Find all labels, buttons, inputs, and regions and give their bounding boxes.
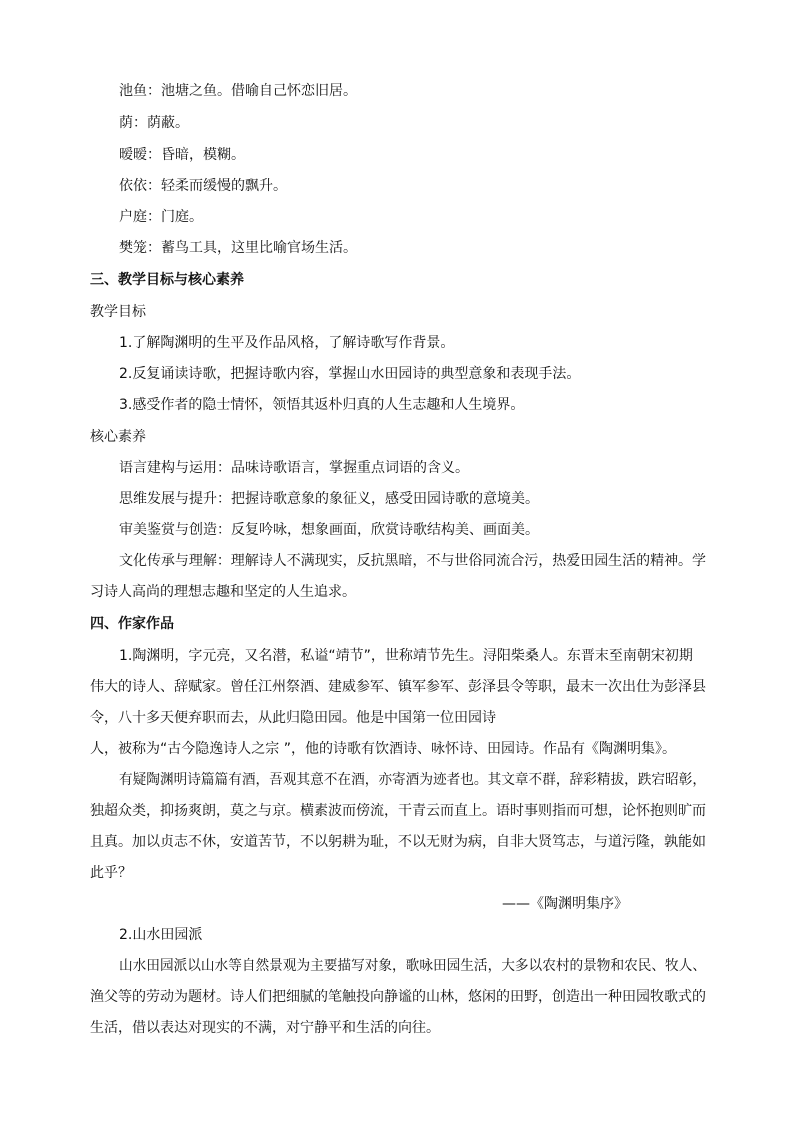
paragraph-line: 渔父等的劳动为题材。诗人们把细腻的笔触投向静谧的山林，悠闲的田野，创造出一种田园牧歌式的 — [90, 989, 706, 1005]
paragraph-line: 令，八十多天便弃职而去，从此归隐田园。他是中国第一位田园诗 — [90, 710, 496, 726]
section-heading: 四、作家作品 — [90, 616, 174, 632]
vocab-item: 樊笼：蓄鸟工具，这里比喻官场生活。 — [119, 240, 357, 256]
vocab-item: 暧暧：昏暗，模糊。 — [119, 147, 245, 163]
vocab-item: 户庭：门庭。 — [119, 209, 203, 225]
goal-item: 1.了解陶渊明的生平及作品风格，了解诗歌写作背景。 — [119, 335, 455, 351]
vocab-item: 荫：荫蔽。 — [119, 115, 189, 131]
paragraph-line: 山水田园派以山水等自然景观为主要描写对象，歌咏田园生活，大多以农村的景物和农民、牧人、 — [119, 958, 707, 974]
quote-source: ——《陶渊明集序》 — [502, 896, 628, 912]
paragraph-line: 伟大的诗人、辞赋家。曾任江州祭酒、建威参军、镇军参军、彭泽县令等职，最末一次出仕为彭泽县 — [90, 679, 706, 695]
vocab-item: 依依：轻柔而缓慢的飘升。 — [119, 178, 287, 194]
subsection-title: 教学目标 — [90, 304, 146, 320]
core-item: 文化传承与理解：理解诗人不满现实，反抗黑暗，不与世俗同流合污，热爱田园生活的精神。学 — [119, 553, 707, 569]
core-item: 习诗人高尚的理想志趣和坚定的人生追求。 — [90, 584, 356, 600]
goal-item: 3.感受作者的隐士情怀，领悟其返朴归真的人生志趣和人生境界。 — [119, 397, 525, 413]
quote-line: 此乎？ — [90, 865, 132, 881]
paragraph-line: 1.陶渊明，字元亮，又名潜，私谥“靖节”，世称靖节先生。浔阳柴桑人。东晋末至南朝宋初期 — [119, 648, 693, 664]
paragraph-line: 人，被称为“古今隐逸诗人之宗 ”，他的诗歌有饮酒诗、咏怀诗、田园诗。作品有《陶渊明集》。 — [90, 741, 676, 757]
quote-line: 独超众类，抑扬爽朗，莫之与京。横素波而傍流，干青云而直上。语时事则指而可想，论怀抱则旷而 — [90, 803, 706, 819]
section-heading: 三、教学目标与核心素养 — [90, 272, 244, 288]
core-item: 思维发展与提升：把握诗歌意象的象征义，感受田园诗歌的意境美。 — [119, 491, 539, 507]
vocab-item: 池鱼：池塘之鱼。借喻自己怀恋旧居。 — [119, 83, 357, 99]
subsection-title: 2.山水田园派 — [119, 927, 203, 943]
quote-line: 且真。加以贞志不休，安道苦节，不以躬耕为耻，不以无财为病，自非大贤笃志，与道污隆，孰能如 — [90, 834, 706, 850]
goal-item: 2.反复诵读诗歌，把握诗歌内容，掌握山水田园诗的典型意象和表现手法。 — [119, 366, 581, 382]
paragraph-line: 生活，借以表达对现实的不满，对宁静平和生活的向往。 — [90, 1020, 440, 1036]
subsection-title: 核心素养 — [90, 429, 146, 445]
core-item: 审美鉴赏与创造：反复吟咏，想象画面，欣赏诗歌结构美、画面美。 — [119, 522, 539, 538]
core-item: 语言建构与运用：品味诗歌语言，掌握重点词语的含义。 — [119, 460, 469, 476]
quote-line: 有疑陶渊明诗篇篇有酒，吾观其意不在酒，亦寄酒为迹者也。其文章不群，辞彩精拔，跌宕昭彰， — [119, 772, 707, 788]
